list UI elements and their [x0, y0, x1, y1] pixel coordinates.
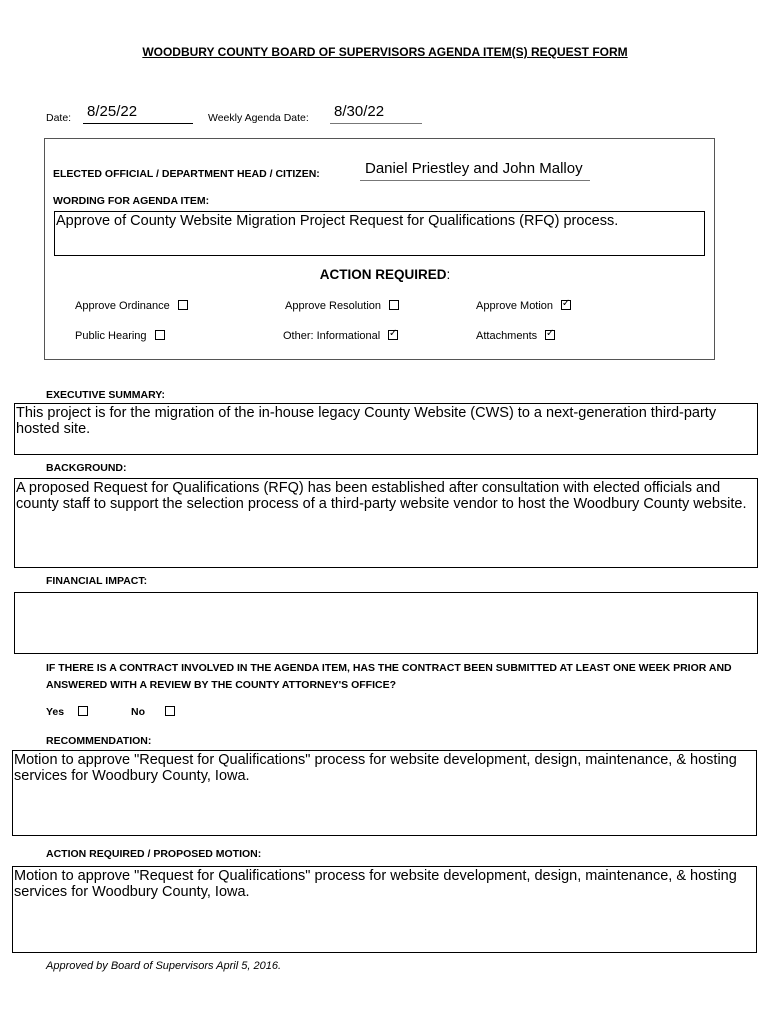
executive-summary-value: This project is for the migration of the in-house legacy County Website (CWS) to a next-generation third-party hosted site.: [16, 405, 717, 437]
option-public-hearing: Public Hearing: [75, 330, 165, 342]
contract-yes: Yes: [46, 706, 88, 718]
approve-resolution-checkbox[interactable]: [389, 300, 399, 310]
checkmark-icon: ✓: [389, 328, 398, 339]
official-value: Daniel Priestley and John Malloy: [365, 160, 583, 177]
wording-label: WORDING FOR AGENDA ITEM:: [53, 195, 210, 207]
recommendation-value: Motion to approve "Request for Qualifications" process for website development, design, maintenance, & hosting services for Woodbury County, Iowa.: [14, 752, 737, 784]
wording-value: Approve of County Website Migration Project Request for Qualifications (RFQ) process.: [56, 213, 619, 229]
approve-ordinance-checkbox[interactable]: [178, 300, 188, 310]
recommendation-field[interactable]: [12, 750, 757, 836]
wording-field[interactable]: [54, 211, 705, 256]
contract-yes-checkbox[interactable]: [78, 706, 88, 716]
contract-no-checkbox[interactable]: [165, 706, 175, 716]
date-field[interactable]: [83, 103, 193, 124]
weekly-agenda-date-label: Weekly Agenda Date:: [208, 112, 309, 124]
weekly-agenda-date-field[interactable]: [330, 103, 422, 124]
proposed-motion-field[interactable]: [12, 866, 757, 953]
proposed-motion-value: Motion to approve "Request for Qualifications" process for website development, design, maintenance, & hosting services for Woodbury County, Iowa.: [14, 868, 737, 900]
public-hearing-checkbox[interactable]: [155, 330, 165, 340]
executive-summary-field[interactable]: [14, 403, 758, 455]
option-other: Other: Informational ✓: [283, 328, 398, 342]
approve-motion-checkbox[interactable]: [561, 300, 571, 310]
form-title: WOODBURY COUNTY BOARD OF SUPERVISORS AGENDA ITEM(S) REQUEST FORM: [142, 45, 628, 59]
background-label: BACKGROUND:: [46, 462, 127, 474]
financial-impact-label: FINANCIAL IMPACT:: [46, 575, 148, 587]
official-field[interactable]: [360, 160, 590, 181]
attachments-checkbox[interactable]: [545, 330, 555, 340]
executive-summary-label: EXECUTIVE SUMMARY:: [46, 389, 166, 401]
checkmark-icon: ✓: [545, 328, 555, 339]
background-field[interactable]: [14, 478, 758, 568]
proposed-motion-label: ACTION REQUIRED / PROPOSED MOTION:: [46, 848, 262, 860]
option-attachments: Attachments ✓: [476, 328, 555, 342]
weekly-agenda-date-value: 8/30/22: [334, 103, 385, 120]
action-required-heading: ACTION REQUIRED:: [319, 267, 451, 282]
official-label: ELECTED OFFICIAL / DEPARTMENT HEAD / CITIZEN:: [53, 168, 320, 180]
contract-question: IF THERE IS A CONTRACT INVOLVED IN THE AGENDA ITEM, HAS THE CONTRACT BEEN SUBMITTED AT LEAST ONE WEEK PRIOR AND ANSWERED WITH A REVIEW BY THE COUNTY ATTORNEY'S OFFICE?: [46, 662, 732, 691]
other-checkbox[interactable]: [388, 330, 398, 340]
background-value: A proposed Request for Qualifications (RFQ) has been established after consultation with elected officials and county staff to support the selection process of a third-party website vendor to host the Woodbury County website.: [16, 480, 747, 512]
date-label: Date:: [46, 112, 72, 124]
recommendation-label: RECOMMENDATION:: [46, 735, 152, 747]
option-approve-resolution: Approve Resolution: [285, 300, 399, 312]
contract-no: No: [131, 706, 175, 718]
option-approve-ordinance: Approve Ordinance: [75, 300, 188, 312]
option-approve-motion: Approve Motion ✓: [476, 298, 571, 312]
financial-impact-field[interactable]: [14, 592, 758, 654]
checkmark-icon: ✓: [561, 298, 571, 309]
date-value: 8/25/22: [87, 103, 138, 120]
approval-footer: Approved by Board of Supervisors April 5, 2016.: [46, 960, 282, 972]
